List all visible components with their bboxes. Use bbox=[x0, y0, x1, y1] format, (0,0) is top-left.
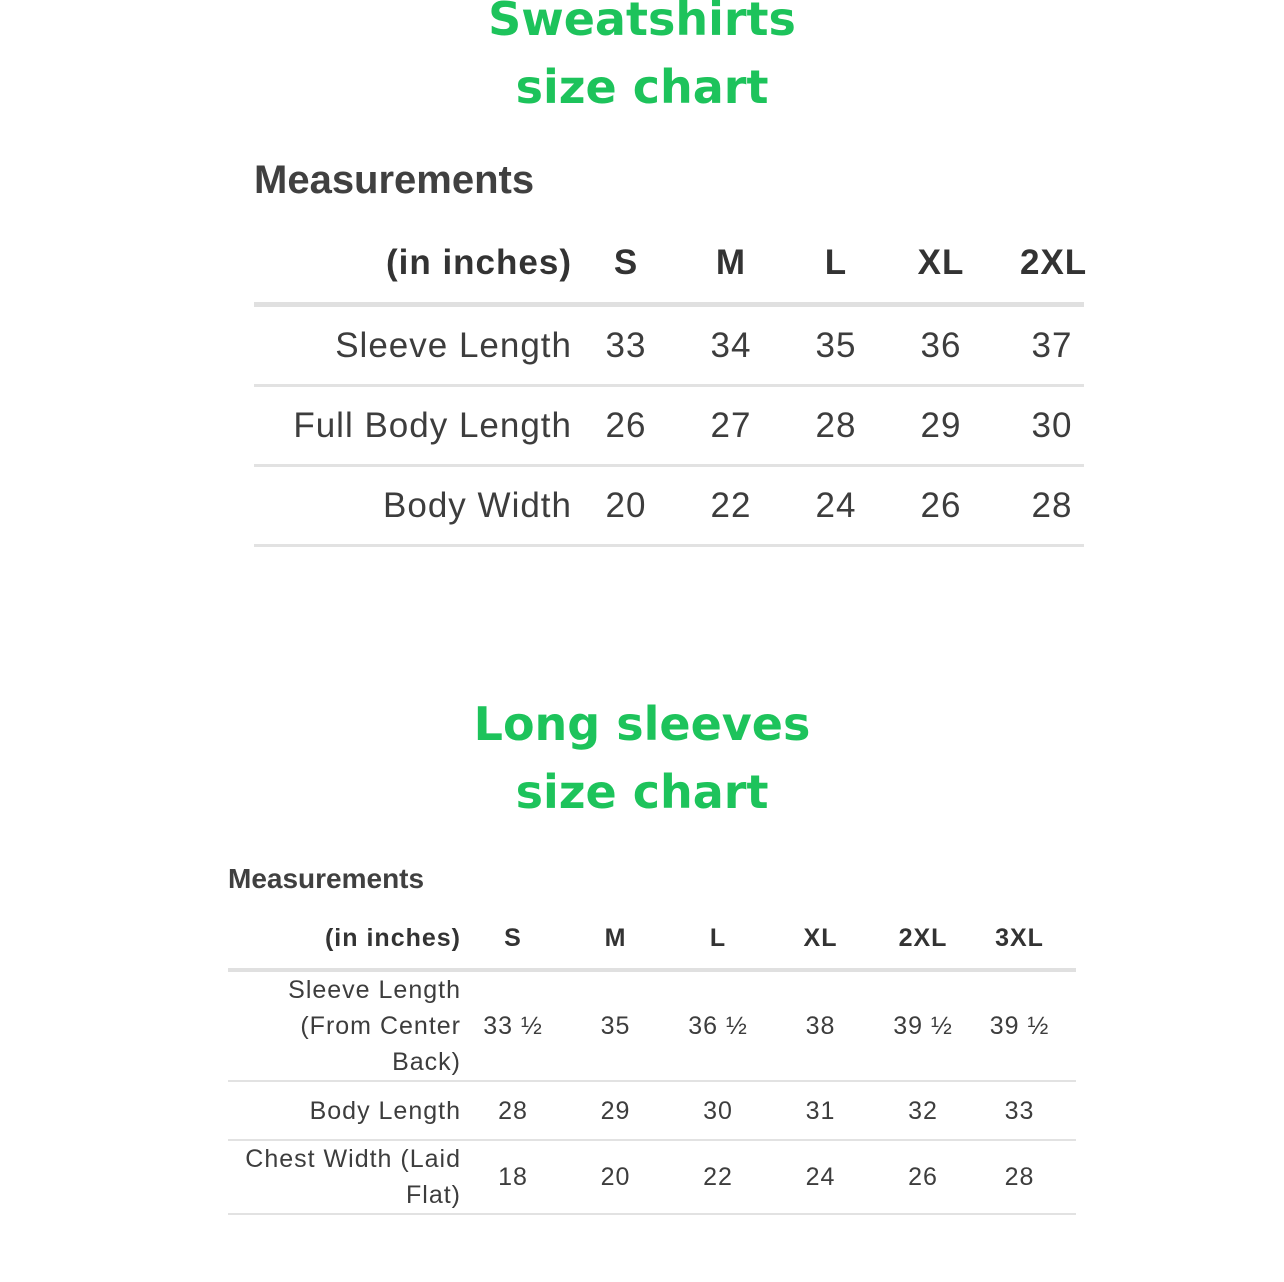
units-header: (in inches) bbox=[254, 224, 600, 305]
cell-value: 20 bbox=[600, 466, 652, 546]
cell-value: 26 bbox=[600, 386, 652, 466]
sweatshirts-title-line1: Sweatshirts bbox=[488, 0, 796, 46]
row-label: Full Body Length bbox=[254, 386, 600, 466]
cell-value: 28 bbox=[963, 1140, 1076, 1214]
cell-value: 26 bbox=[862, 466, 1020, 546]
cell-value: 38 bbox=[758, 970, 883, 1081]
size-header-2xl: 2XL bbox=[1020, 224, 1084, 305]
cell-value: 28 bbox=[810, 386, 862, 466]
sweatshirts-size-table bbox=[254, 224, 1088, 547]
row-label: Sleeve Length (From Center Back) bbox=[228, 970, 473, 1081]
cell-value: 36 ½ bbox=[678, 970, 758, 1081]
sweatshirts-title-line2: size chart bbox=[515, 60, 769, 114]
cell-value: 29 bbox=[862, 386, 1020, 466]
size-header-xl: XL bbox=[758, 908, 883, 970]
size-header-l: L bbox=[810, 224, 862, 305]
size-header-s: S bbox=[473, 908, 553, 970]
cell-value: 35 bbox=[810, 305, 862, 386]
long-sleeves-title-line2: size chart bbox=[515, 765, 769, 819]
cell-value: 24 bbox=[758, 1140, 883, 1214]
size-header-xl: XL bbox=[862, 224, 1020, 305]
table-row bbox=[254, 466, 1084, 546]
cell-value: 28 bbox=[473, 1081, 553, 1140]
row-label: Sleeve Length bbox=[254, 305, 600, 386]
cell-value: 33 bbox=[963, 1081, 1076, 1140]
long-sleeves-title bbox=[0, 690, 1284, 826]
cell-value: 37 bbox=[1020, 305, 1084, 386]
sweatshirts-title bbox=[0, 0, 1284, 121]
cell-value: 36 bbox=[862, 305, 1020, 386]
cell-value: 24 bbox=[810, 466, 862, 546]
row-label: Body Length bbox=[228, 1081, 473, 1140]
units-header: (in inches) bbox=[228, 908, 473, 970]
table-row bbox=[228, 1140, 1076, 1214]
cell-value: 28 bbox=[1020, 466, 1084, 546]
long-sleeves-measurements-heading: Measurements bbox=[228, 863, 425, 894]
size-header-l: L bbox=[678, 908, 758, 970]
long-sleeves-title-line1: Long sleeves bbox=[473, 697, 811, 751]
cell-value: 31 bbox=[758, 1081, 883, 1140]
cell-value: 34 bbox=[652, 305, 810, 386]
long-sleeves-size-table bbox=[228, 908, 1076, 1215]
cell-value: 26 bbox=[883, 1140, 963, 1214]
cell-value: 29 bbox=[553, 1081, 678, 1140]
cell-value: 32 bbox=[883, 1081, 963, 1140]
table-header-row bbox=[228, 908, 1076, 970]
cell-value: 33 ½ bbox=[473, 970, 553, 1081]
size-header-s: S bbox=[600, 224, 652, 305]
size-header-m: M bbox=[652, 224, 810, 305]
size-header-3xl: 3XL bbox=[963, 908, 1076, 970]
cell-value: 33 bbox=[600, 305, 652, 386]
row-label: Chest Width (Laid Flat) bbox=[228, 1140, 473, 1214]
cell-value: 30 bbox=[1020, 386, 1084, 466]
cell-value: 35 bbox=[553, 970, 678, 1081]
cell-value: 22 bbox=[678, 1140, 758, 1214]
cell-value: 18 bbox=[473, 1140, 553, 1214]
table-row bbox=[254, 305, 1084, 386]
table-row bbox=[228, 970, 1076, 1081]
table-row bbox=[254, 386, 1084, 466]
cell-value: 27 bbox=[652, 386, 810, 466]
size-header-m: M bbox=[553, 908, 678, 970]
cell-value: 39 ½ bbox=[883, 970, 963, 1081]
sweatshirts-measurements-heading: Measurements bbox=[254, 158, 535, 202]
cell-value: 30 bbox=[678, 1081, 758, 1140]
row-label: Body Width bbox=[254, 466, 600, 546]
cell-value: 20 bbox=[553, 1140, 678, 1214]
cell-value: 22 bbox=[652, 466, 810, 546]
cell-value: 39 ½ bbox=[963, 970, 1076, 1081]
table-header-row bbox=[254, 224, 1084, 305]
size-header-2xl: 2XL bbox=[883, 908, 963, 970]
table-row bbox=[228, 1081, 1076, 1140]
